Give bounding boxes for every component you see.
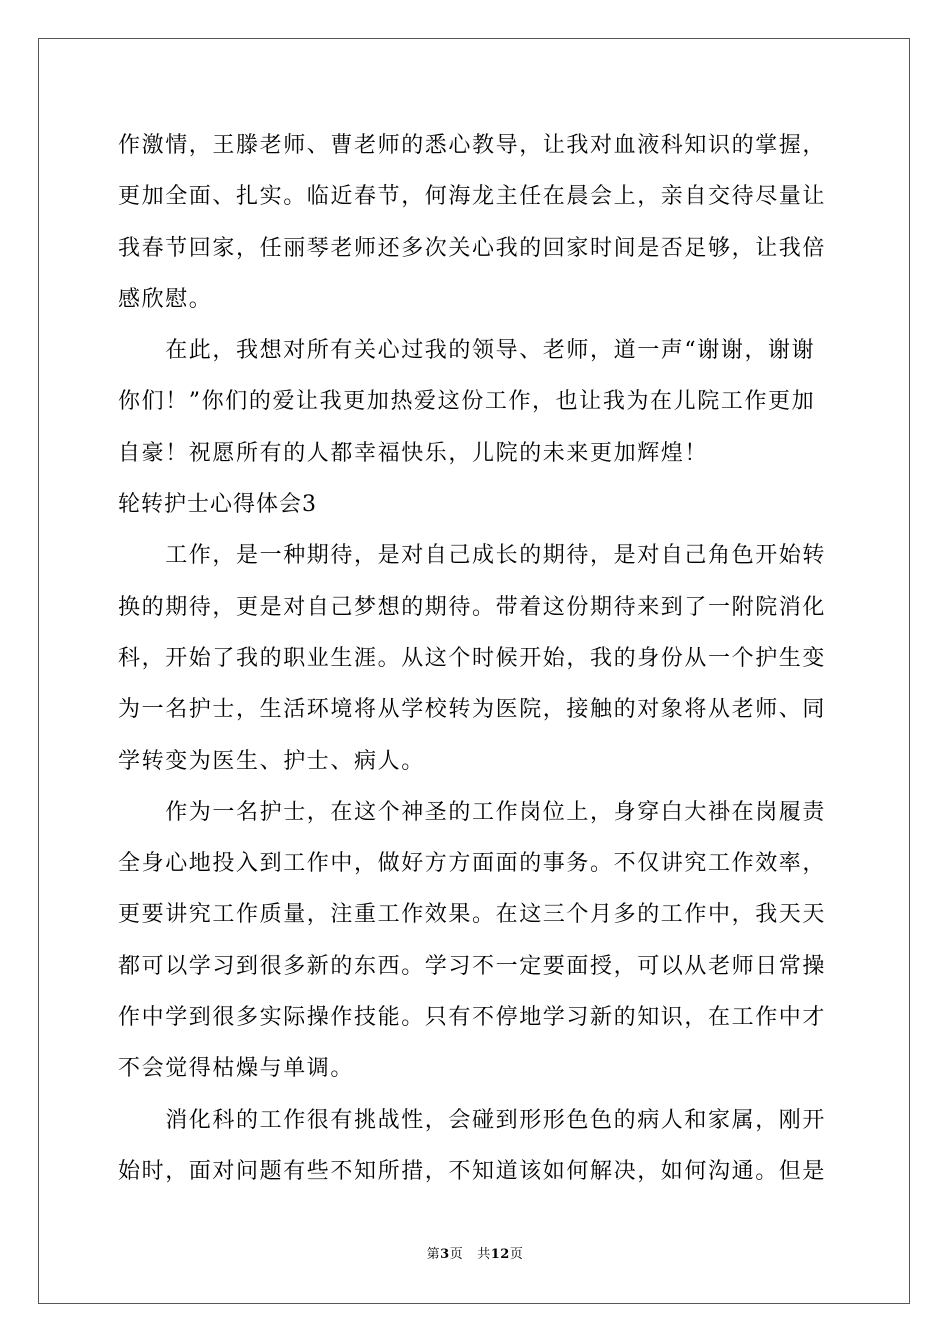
page-footer <box>0 1243 950 1262</box>
text-line: 为一名护士，生活环境将从学校转为医院，接触的对象将从老师、同 <box>118 697 827 723</box>
text-line: 作为一名护士，在这个神圣的工作岗位上，身穿白大褂在岗履责 <box>118 799 827 825</box>
text-line: 学转变为医生、护士、病人。 <box>118 748 425 774</box>
text-line: 全身心地投入到工作中，做好方方面面的事务。不仅讲究工作效率， <box>118 851 827 877</box>
text-line: 自豪！祝愿所有的人都幸福快乐，儿院的未来更加辉煌！ <box>118 440 709 466</box>
text-line: 科，开始了我的职业生涯。从这个时候开始，我的身份从一个护生变 <box>118 645 827 671</box>
text-line: 都可以学习到很多新的东西。学习不一定要面授，可以从老师日常操 <box>118 953 827 979</box>
text-line: 我春节回家，任丽琴老师还多次关心我的回家时间是否足够，让我倍 <box>118 235 827 261</box>
text-line: 在此，我想对所有关心过我的领导、老师，道一声“谢谢，谢谢 <box>118 338 816 364</box>
total-pages: 共12页 <box>477 1247 524 1262</box>
page-number: 3 <box>440 1247 450 1262</box>
section-heading: 轮转护士心得体会3 <box>118 492 317 518</box>
page-indicator: 第3页 <box>426 1247 464 1262</box>
text-line: 作激情，王滕老师、曹老师的悉心教导，让我对血液科知识的掌握， <box>118 133 827 158</box>
text-line: 消化科的工作很有挑战性，会碰到形形色色的病人和家属，刚开 <box>118 1107 827 1133</box>
text-line: 不会觉得枯燥与单调。 <box>118 1056 355 1082</box>
text-line: 你们！”你们的爱让我更加热爱这份工作，也让我为在儿院工作更加 <box>118 389 816 415</box>
text-line: 换的期待，更是对自己梦想的期待。带着这份期待来到了一附院消化 <box>118 594 827 620</box>
text-line: 工作，是一种期待，是对自己成长的期待，是对自己角色开始转 <box>118 543 827 569</box>
text-line: 始时，面对问题有些不知所措，不知道该如何解决，如何沟通。但是 <box>118 1158 827 1184</box>
text-line: 更要讲究工作质量，注重工作效果。在这三个月多的工作中，我天天 <box>118 902 827 928</box>
total-page-count: 12 <box>490 1247 510 1262</box>
text-line: 感欣慰。 <box>118 286 213 312</box>
text-line: 作中学到很多实际操作技能。只有不停地学习新的知识，在工作中才 <box>118 1005 827 1031</box>
text-line: 更加全面、扎实。临近春节，何海龙主任在晨会上，亲自交待尽量让 <box>118 184 827 210</box>
document-body <box>118 120 838 1197</box>
